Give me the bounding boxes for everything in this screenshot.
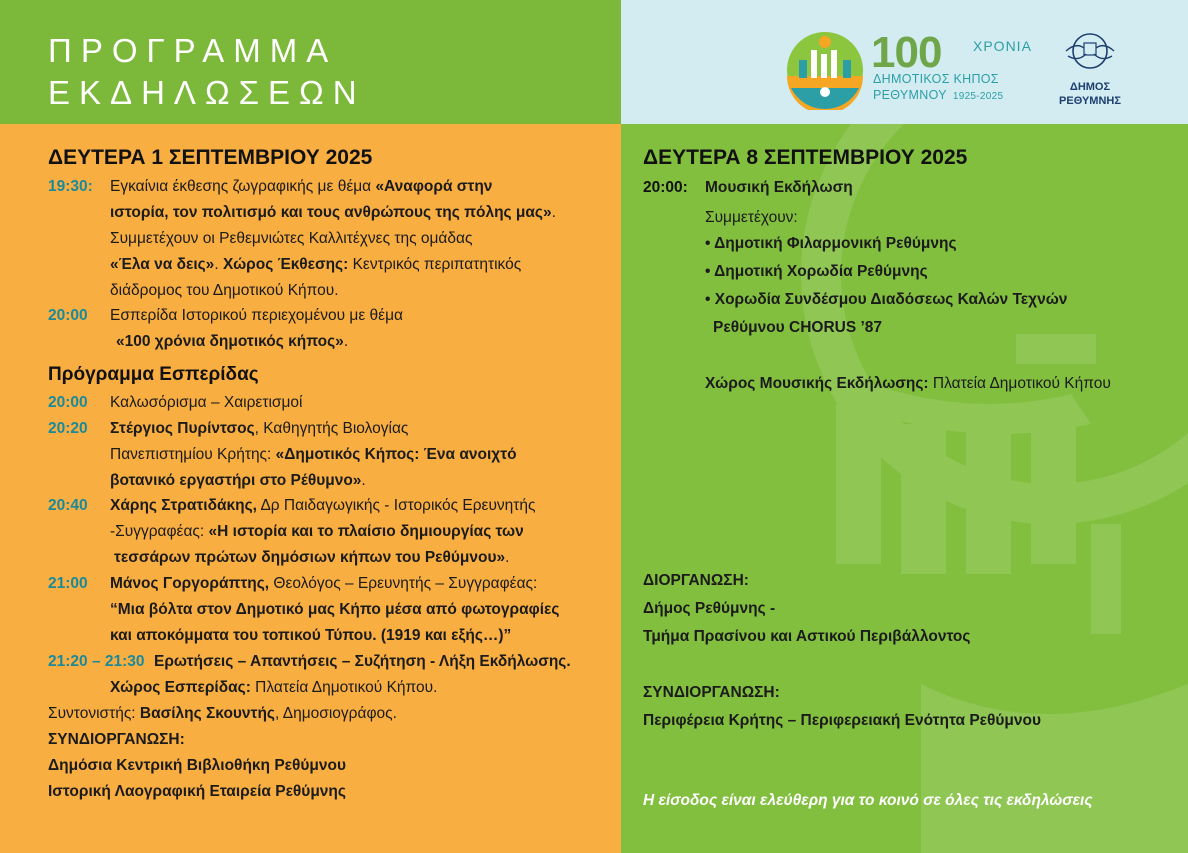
municipality-name-line-2: ΡΕΘΥΜΝΗΣ <box>1059 95 1121 107</box>
program-item-2-line-3 <box>110 471 366 491</box>
program-item-5-time: 21:20 – 21:30 <box>48 653 145 670</box>
event-2-title: «100 χρόνια δημοτικός κήπος» <box>116 333 344 350</box>
music-participants-label: Συμμετέχουν: <box>705 209 798 226</box>
program-item-5-line-2 <box>110 678 437 698</box>
music-venue <box>705 374 1111 394</box>
logo-years: 1925-2025 <box>952 91 1004 102</box>
program-item-5-line-1 <box>154 652 571 672</box>
program-heading: Πρόγραμμα Εσπερίδας <box>48 364 259 385</box>
program-item-3-speaker: Χάρης Στρατιδάκης, <box>110 497 257 514</box>
program-item-2-line-2 <box>110 445 517 465</box>
event-1-line-1-title: «Αναφορά στην <box>375 178 493 195</box>
music-event-time: 20:00: <box>643 179 688 196</box>
event-1-sep: . <box>214 256 223 273</box>
music-participant-2-text: • Δημοτική Χορωδία Ρεθύμνης <box>705 263 928 280</box>
program-item-4-line-3 <box>110 626 511 646</box>
event-1-line-3: Συμμετέχουν οι Ρεθεμνιώτες Καλλιτέχνες της ομάδας <box>110 230 473 247</box>
program-item-4-title-2: και αποκόμματα του τοπικού Τύπου. (1919 και εξής…)” <box>110 627 512 644</box>
garden-emblem-icon <box>785 30 865 110</box>
logo-line-1: ΔΗΜΟΤΙΚΟΣ ΚΗΠΟΣ <box>873 72 999 86</box>
program-item-2-time: 20:20 <box>48 420 88 437</box>
organizer-line-2-text: Τμήμα Πρασίνου και Αστικού Περιβάλλοντος <box>643 628 971 645</box>
program-item-4-line-1 <box>110 574 537 594</box>
logo-line-2 <box>873 88 1003 102</box>
event-1-line-1 <box>110 177 492 197</box>
event-1-line-2-title: ιστορία, τον πολιτισμό και τους ανθρώπους της πόλης μας» <box>110 204 552 221</box>
music-event-title-text: Μουσική Εκδήλωση <box>705 179 853 196</box>
program-item-2-line-1 <box>110 419 408 439</box>
left-co-organizer-1 <box>48 756 346 776</box>
organizer-line-2 <box>643 627 970 647</box>
music-participant-1 <box>705 234 957 254</box>
right-co-organizer-1 <box>643 711 1041 731</box>
program-item-2-affiliation: Πανεπιστημίου Κρήτης: <box>110 446 276 463</box>
event-1-line-2 <box>110 203 556 223</box>
municipality-logo <box>1040 28 1140 107</box>
coordinator-line <box>48 704 397 724</box>
music-event-title <box>705 178 853 198</box>
music-participant-3-line-2 <box>713 318 882 338</box>
program-item-3-role: Δρ Παιδαγωγικής - Ιστορικός Ερευνητής <box>257 497 536 514</box>
right-co-organization-heading <box>643 683 780 703</box>
program-item-4-speaker: Μάνος Γοργοράπτης, <box>110 575 270 592</box>
program-item-4-line-2 <box>110 600 559 620</box>
program-item-2-dot: . <box>361 472 366 489</box>
program-item-4-time: 21:00 <box>48 575 88 592</box>
event-1-venue-text: Κεντρικός περιπατητικός <box>348 256 522 273</box>
left-co-organizer-1-text: Δημόσια Κεντρική Βιβλιοθήκη Ρεθύμνου <box>48 757 347 774</box>
music-participant-3-line-1 <box>705 290 1067 310</box>
event-1-line-1-text: Εγκαίνια έκθεσης ζωγραφικής με θέμα <box>110 178 376 195</box>
program-item-1-time: 20:00 <box>48 394 88 411</box>
event-2-dot: . <box>343 333 349 350</box>
music-participant-1-text: • Δημοτική Φιλαρμονική Ρεθύμνης <box>705 235 957 252</box>
left-co-organizer-2 <box>48 782 346 802</box>
coordinator-role: , Δημοσιογράφος. <box>275 705 397 722</box>
program-item-2-title-2: βοτανικό εργαστήρι στο Ρέθυμνο» <box>110 472 362 489</box>
free-entry-note: Η είσοδος είναι ελεύθερη για το κοινό σε όλες τις εκδηλώσεις <box>643 792 1093 809</box>
page-title-line-1: ΠΡΟΓΡΑΜΜΑ <box>48 32 338 69</box>
program-item-2-speaker: Στέργιος Πυρίντσος <box>110 420 255 437</box>
organizer-line-1-text: Δήμος Ρεθύμνης - <box>643 600 776 617</box>
program-item-5-venue-text: Πλατεία Δημοτικού Κήπου. <box>250 679 438 696</box>
organization-heading <box>643 571 749 591</box>
event-1-group-name: «Έλα να δεις» <box>110 256 215 273</box>
program-item-3-time: 20:40 <box>48 497 88 514</box>
left-co-organizer-2-text: Ιστορική Λαογραφική Εταιρεία Ρεθύμνης <box>48 783 346 800</box>
logo-number: 100 <box>871 28 942 77</box>
program-item-4-title-1: “Μια βόλτα στον Δημοτικό μας Κήπο μέσα από φωτογραφίες <box>110 601 560 618</box>
organization-heading-text: ΔΙΟΡΓΑΝΩΣΗ: <box>643 572 749 589</box>
event-1-line-5: διάδρομος του Δημοτικού Κήπου. <box>110 282 339 299</box>
program-item-3-title-1: «Η ιστορία και το πλαίσιο δημιουργίας των <box>208 523 524 540</box>
logo-line-2-text: ΡΕΘΥΜΝΟΥ <box>873 88 947 102</box>
event-1-time: 19:30: <box>48 178 93 195</box>
music-participant-3-line-1-text: • Χορωδία Συνδέσμου Διαδόσεως Καλών Τεχνών <box>705 291 1068 308</box>
program-item-3-title-2: τεσσάρων πρώτων δημόσιων κήπων του Ρεθύμνου» <box>114 549 506 566</box>
music-participant-2 <box>705 262 928 282</box>
right-co-organizer-1-text: Περιφέρεια Κρήτης – Περιφερειακή Ενότητα Ρεθύμνου <box>643 712 1042 729</box>
organizer-line-1 <box>643 599 775 619</box>
program-item-3-line-2 <box>110 522 524 542</box>
event-1-line-2-dot: . <box>551 204 556 221</box>
coordinator-label: Συντονιστής: <box>48 705 140 722</box>
program-item-4-role: Θεολόγος – Ερευνητής – Συγγραφέας: <box>269 575 538 592</box>
coordinator-name: Βασίλης Σκουντής <box>139 705 275 722</box>
page-title <box>48 30 366 114</box>
music-venue-text: Πλατεία Δημοτικού Κήπου <box>928 375 1111 392</box>
program-item-2-title-1: «Δημοτικός Κήπος: Ένα ανοιχτό <box>275 446 517 463</box>
day-heading-sep-1: ΔΕΥΤΕΡΑ 1 ΣΕΠΤΕΜΒΡΙΟΥ 2025 <box>48 146 373 169</box>
music-participant-3-line-2-text: Ρεθύμνου CHORUS ’87 <box>713 319 883 336</box>
program-item-1-text: Καλωσόρισμα – Χαιρετισμοί <box>110 394 303 411</box>
day-heading-sep-8: ΔΕΥΤΕΡΑ 8 ΣΕΠΤΕΜΒΡΙΟΥ 2025 <box>643 146 968 169</box>
event-2-time: 20:00 <box>48 307 88 324</box>
left-co-organization-heading-text: ΣΥΝΔΙΟΡΓΑΝΩΣΗ: <box>48 731 185 748</box>
right-co-organization-heading-text: ΣΥΝΔΙΟΡΓΑΝΩΣΗ: <box>643 684 780 701</box>
left-co-organization-heading <box>48 730 185 750</box>
logo-chronia: ΧΡΟΝΙΑ <box>973 38 1032 54</box>
municipality-name-line-1: ΔΗΜΟΣ <box>1069 81 1111 93</box>
municipality-seal-icon <box>1064 28 1116 74</box>
event-1-line-4 <box>110 255 521 275</box>
event-1-venue-label: Χώρος Έκθεσης: <box>222 256 349 273</box>
program-item-2-role: , Καθηγητής Βιολογίας <box>254 420 409 437</box>
event-2-line-1: Εσπερίδα Ιστορικού περιεχομένου με θέμα <box>110 307 403 324</box>
program-item-3-line-3 <box>114 548 509 568</box>
music-venue-label: Χώρος Μουσικής Εκδήλωσης: <box>705 375 929 392</box>
program-item-3-role-2: -Συγγραφέας: <box>110 523 209 540</box>
event-2-line-2 <box>116 332 348 352</box>
program-item-3-dot: . <box>505 549 510 566</box>
program-item-5-venue-label: Χώρος Εσπερίδας: <box>110 679 251 696</box>
program-item-3-line-1 <box>110 496 536 516</box>
page-title-line-2: ΕΚΔΗΛΩΣΕΩΝ <box>48 74 366 111</box>
program-item-5-text: Ερωτήσεις – Απαντήσεις – Συζήτηση - Λήξη Εκδήλωσης. <box>154 653 571 670</box>
